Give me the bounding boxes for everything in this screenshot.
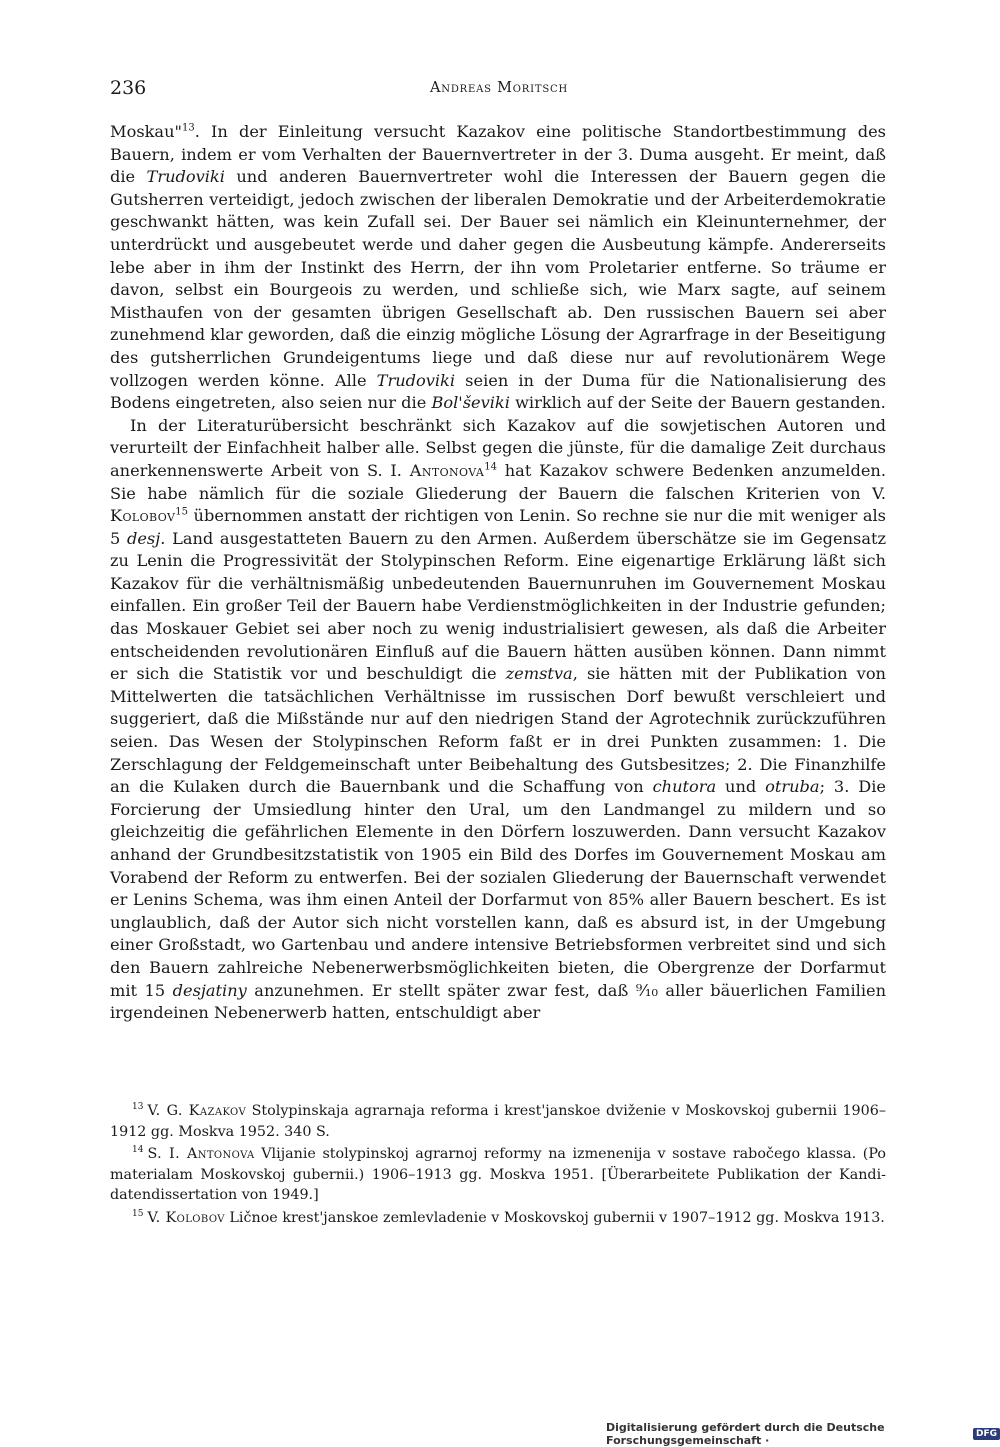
footnote-13: $^{13}$ V. G. Kazakov Stolypinskaja agrarnaja reforma i krest'janskoe dviženie v Moskovskoj gubernii 1906–1912 gg. Moskva 1952. 340 S. [110, 1102, 886, 1140]
paragraph-2: In der Literaturübersicht beschränkt sich Kazakov auf die sowjetischen Autoren und verurteilt der Einfachheit halber alle. Selbst gegen die jünste, für die damalige Zeit durchaus anerkennenswerte Arbeit von S. I. Antonova$^{14}$ hat Kazakov schwere Bedenken anzumelden. Sie habe nämlich für die soziale Gliederung der Bauern die falschen Kriterien von V. Kolobov$^{15}$ übernommen anstatt der richtigen von Lenin. So rechne sie nur die mit weniger als 5 desj. Land ausgestatteten Bauern zu den Armen. Außerdem überschätze sie im Gegensatz zu Lenin die Progressivität der Stolypinschen Reform. Eine eigenartige Erklärung läßt sich Kazakov für die verhältnismäßig unbedeutenden Bauernunruhen im Gouvernement Moskau einfallen. Ein großer Teil der Bauern habe Verdienstmöglichkeiten in der Industrie gefunden; das Moskauer Gebiet sei aber noch zu wenig industrialisiert gewesen, als daß die Arbeiter entscheidenden revolutionären Einfluß auf die Bauern hätten ausüben können. Dann nimmt er sich die Statistik vor und beschuldigt die zemstva, sie hätten mit der Publikation von Mittelwerten die tatsächlichen Verhältnisse im russischen Dorf bewußt verschleiert und suggeriert, daß die Mißstände nur auf den niedrigen Stand der Agrotechnik zurückzuführen seien. Das Wesen der Stolypinschen Reform faßt er in drei Punkten zusammen: 1. Die Zerschlagung der Feldgemeinschaft unter Beibehaltung des Gutsbesitzes; 2. Die Finanzhilfe an die Kulaken durch die Bauernbank und die Schaffung von chutora und otruba; 3. Die Forcierung der Umsiedlung hinter den Ural, um den Landmangel zu mildern und so gleichzeitig die gefährlichen Elemente in den Dörfern loszuwerden. Dann versucht Kazakov anhand der Grundbesitzstatistik von 1905 ein Bild des Dorfes im Gouvernement Moskau am Vorabend der Reform zu entwerfen. Bei der sozialen Gliederung der Bauernschaft verwendet er Lenins Schema, was ihm einen Anteil der Dorfarmut von 85% aller Bauern beschert. Es ist unglaublich, daß der Autor sich nicht vorstellen kann, daß es absurd ist, in der Umgebung einer Großstadt, wo Gartenbau und andere intensive Betriebsformen verbreitet sind und sich den Bauern zahlreiche Nebenerwerbsmöglichkeiten bieten, die Obergrenze der Dorfarmut mit 15 desjatiny anzunehmen. Er stellt später zwar fest, daß ⁹⁄₁₀ aller bäuerlichen Familien irgendeinen Nebenerwerb hatten, entschuldigt aber [110, 415, 887, 1023]
footnotes [110, 1101, 886, 1230]
footer-text: Digitalisierung gefördert durch die Deutsche Forschungsgemeinschaft · [606, 1421, 885, 1447]
footnote-ref-14[interactable]: 14 [484, 461, 497, 473]
footnote-ref-15[interactable]: 15 [175, 506, 189, 518]
footnote-15: $^{15}$ V. Kolobov Ličnoe krest'janskoe zemlevladenie v Moskovskoj gubernii v 1907–1912 gg. Moskva 1913. [132, 1208, 885, 1226]
main-text [110, 121, 886, 1025]
paragraph-1: Moskau"$^{13}$. In der Einleitung versucht Kazakov eine politische Standortbestimmung des Bauern, indem er vom Verhalten der Bauernvertreter in der 3. Duma ausgeht. Er meint, daß die Trudoviki und anderen Bauernvertreter wohl die Interessen der Bauern gegen die Gutsherren verteidigt, jedoch zwischen der liberalen Demokratie und der Arbeiterdemokratie geschwankt hätten, was kein Zufall sei. Der Bauer sei nämlich ein Kleinunternehmer, der unterdrückt und ausgebeutet werde und daher gegen die Ausbeutung kämpfe. Andererseits lebe aber in ihm der Instinkt des Herrn, der ihn vom Proletarier entferne. So träume er davon, selbst ein Bourgeois zu werden, und schließe sich, wie Marx sagte, auf seinem Misthaufen von der gesamten übrigen Gesellschaft ab. Den russischen Bauern sei aber zunehmend klar geworden, daß die einzig mögliche Lösung der Agrarfrage in der Beseitigung des gutsherrlichen Grundeigentums liege und daß diese nur auf revolutionärem Wege vollzogen werden könne. Alle Trudoviki seien in der Duma für die Nationalisierung des Bodens eingetreten, also seien nur die Bol'ševiki wirklich auf der Seite der Bauern gestanden. [110, 122, 886, 413]
footnote-14: $^{14}$ S. I. Antonova Vlijanie stolypinskoj agrarnoj reformy na izmenenija v sostave rabočego klassa. (Po materialam Moskovskoj gubernii.) 1906–1913 gg. Moskva 1951. [Überarbeitete Publikation der Kandidatendissertation von 1949.] [110, 1145, 886, 1203]
running-head: Andreas Moritsch [430, 80, 568, 96]
digitization-footer [606, 1421, 1000, 1447]
footnote-ref-13[interactable]: 13 [181, 122, 195, 134]
page-number: 236 [110, 77, 147, 99]
dfg-logo-icon: DFG [973, 1428, 1000, 1440]
